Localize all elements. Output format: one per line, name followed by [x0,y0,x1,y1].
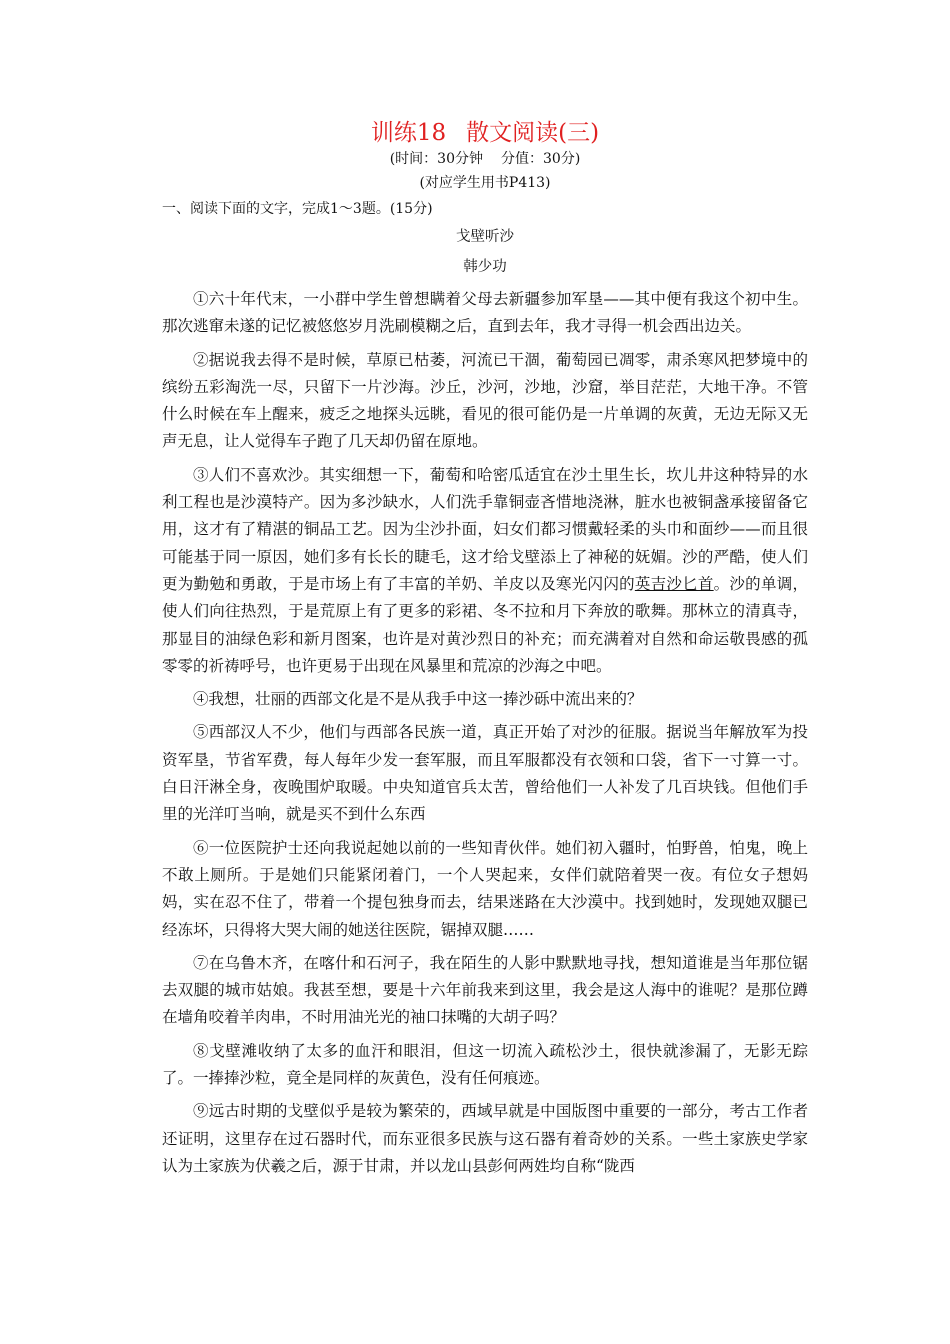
title-lesson-number: 训练18 [370,120,447,146]
book-reference: (对应学生用书P413) [419,175,551,191]
score-total: 分值：30分) [501,151,581,167]
title-lesson-topic: 散文阅读(三) [466,120,600,146]
paragraph-3-text-b: 。沙的单调，使人们向往热烈，于是荒原上有了更多的彩裙、冬不拉和月下奔放的歌舞。那林立的清真寺，那显目的油绿色彩和新月图案，也许是对黄沙烈日的补充；而充满着对自然和命运敬畏感的孤零零的祈祷呼号，也许更易于出现在风暴里和荒凉的沙海之中吧。 [162,574,808,675]
paragraph-9: ⑨远古时期的戈壁似乎是较为繁荣的，西域早就是中国版图中重要的一部分，考古工作者还证明，这里存在过石器时代，而东亚很多民族与这石器有着奇妙的关系。一些土家族史学家认为土家族为伏羲之后，源于甘肃，并以龙山县彭何两姓均自称“陇西 [162,1102,808,1175]
paragraph-6: ⑥一位医院护士还向我说起她以前的一些知青伙伴。她们初入疆时，怕野兽，怕鬼，晚上不敢上厕所。于是她们只能紧闭着门，一个人哭起来，女伴们就陪着哭一夜。有位女子想妈妈，实在忍不住了，带着一个提包独身而去，结果迷路在大沙漠中。找到她时，发现她双腿已经冻坏，只得将大哭大闹的她送往医院，锯掉双腿…… [162,838,808,939]
paragraph-4: ④我想，壮丽的西部文化是不是从我手中这一捧沙砾中流出来的？ [193,690,643,709]
paragraph-8: ⑧戈壁滩收纳了太多的血汗和眼泪，但这一切流入疏松沙土，很快就渗漏了，无影无踪了。一捧捧沙粒，竟全是同样的灰黄色，没有任何痕迹。 [162,1041,808,1088]
paragraph-3 [162,462,808,680]
question-instruction: 一、阅读下面的文字，完成1～3题。(15分) [162,201,433,217]
document-page [162,118,808,1180]
article-title: 戈壁听沙 [456,229,514,245]
article-author: 韩少功 [463,259,507,275]
underlined-phrase: 英吉沙匕首 [634,574,714,593]
paragraph-2: ②据说我去得不是时候，草原已枯萎，河流已干涸，葡萄园已凋零，肃杀寒风把梦境中的缤纷五彩淘洗一尽，只留下一片沙海。沙丘，沙河，沙地，沙窟，举目茫茫，大地干净。不管什么时候在车上醒来，疲乏之地探头远眺，看见的很可能仍是一片单调的灰黄，无边无际又无声无息，让人觉得车子跑了几天却仍留在原地。 [162,350,808,451]
paragraph-5: ⑤西部汉人不少，他们与西部各民族一道，真正开始了对沙的征服。据说当年解放军为投资军垦，节省军费，每人每年少发一套军服，而且军服都没有衣领和口袋，省下一寸算一寸。白日汗淋全身，夜晚围炉取暖。中央知道官兵太苦，曾给他们一人补发了几百块钱。但他们手里的光洋叮当响，就是买不到什么东西 [162,723,808,824]
paragraph-3-text-a: ③人们不喜欢沙。其实细想一下，葡萄和哈密瓜适宜在沙土里生长，坎儿井这种特异的水利工程也是沙漠特产。因为多沙缺水，人们洗手靠铜壶吝惜地浇淋，脏水也被铜盏承接留备它用，这才有了精湛的铜品工艺。因为尘沙扑面，妇女们都习惯戴轻柔的头巾和面纱——而且很可能基于同一原因，她们多有长长的睫毛，这才给戈壁添上了神秘的妩媚。沙的严酷，使人们更为勤勉和勇敢，于是市场上有了丰富的羊奶、羊皮以及寒光闪闪的 [162,465,808,593]
page-title [162,118,808,148]
time-score-line [162,148,808,170]
paragraph-7: ⑦在乌鲁木齐，在喀什和石河子，我在陌生的人影中默默地寻找，想知道谁是当年那位锯去双腿的城市姑娘。我甚至想，要是十六年前我来到这里，我会是这人海中的谁呢？是那位蹲在墙角咬着羊肉串，不时用油光光的袖口抹嘴的大胡子吗？ [162,953,808,1027]
paragraph-1: ①六十年代末，一小群中学生曾想瞒着父母去新疆参加军垦——其中便有我这个初中生。那次逃窜未遂的记忆被悠悠岁月洗刷模糊之后，直到去年，我才寻得一机会西出边关。 [162,290,808,336]
time-limit: (时间：30分钟 [389,151,483,167]
